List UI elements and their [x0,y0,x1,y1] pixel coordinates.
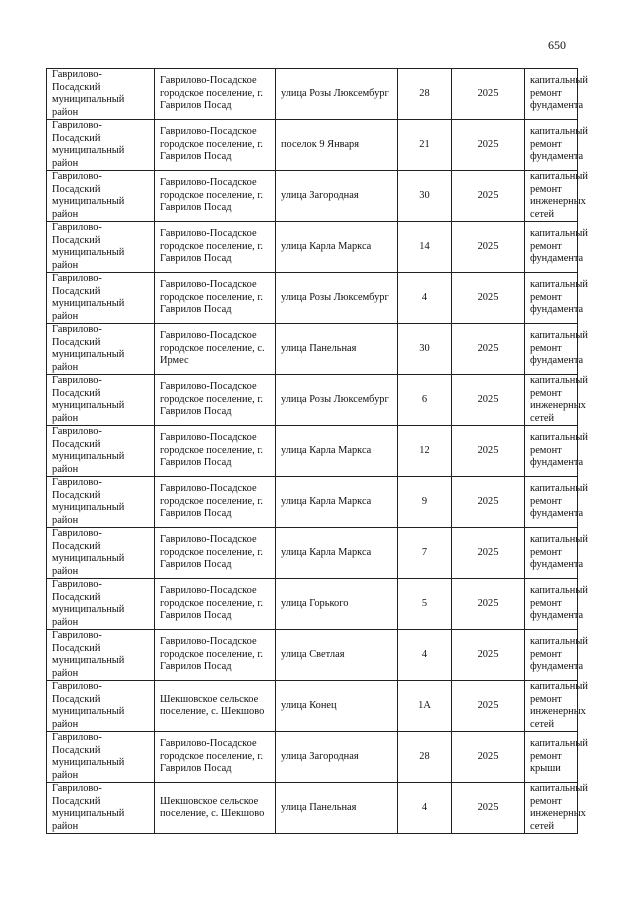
table-row [47,681,578,732]
street-cell: улица Горького [276,579,398,630]
district-cell: Гаврилово-Посадский муниципальный район [47,222,155,273]
year-cell: 2025 [452,732,525,783]
work-type-cell: капитальный ремонт фундамента [525,579,578,630]
street-cell: улица Карла Маркса [276,528,398,579]
work-type-cell: капитальный ремонт крыши [525,732,578,783]
district-cell: Гаврилово-Посадский муниципальный район [47,732,155,783]
work-type-cell: капитальный ремонт фундамента [525,477,578,528]
work-type-cell: капитальный ремонт фундамента [525,324,578,375]
table-row [47,324,578,375]
work-type-cell: капитальный ремонт инженерных сетей [525,681,578,732]
year-cell: 2025 [452,171,525,222]
district-cell: Гаврилово-Посадский муниципальный район [47,426,155,477]
settlement-cell: Гаврилово-Посадское городское поселение, г. Гаврилов Посад [155,630,276,681]
work-type-cell: капитальный ремонт инженерных сетей [525,375,578,426]
settlement-cell: Гаврилово-Посадское городское поселение, г. Гаврилов Посад [155,375,276,426]
street-cell: улица Светлая [276,630,398,681]
table-row [47,477,578,528]
street-cell: улица Розы Люксембург [276,69,398,120]
district-cell: Гаврилово-Посадский муниципальный район [47,324,155,375]
house-number-cell: 28 [398,69,452,120]
house-number-cell: 4 [398,783,452,834]
year-cell: 2025 [452,273,525,324]
work-type-cell: капитальный ремонт фундамента [525,273,578,324]
settlement-cell: Гаврилово-Посадское городское поселение, с. Ирмес [155,324,276,375]
house-number-cell: 21 [398,120,452,171]
street-cell: улица Розы Люксембург [276,273,398,324]
settlement-cell: Гаврилово-Посадское городское поселение, г. Гаврилов Посад [155,579,276,630]
table-body [47,69,588,834]
settlement-cell: Гаврилово-Посадское городское поселение, г. Гаврилов Посад [155,477,276,528]
district-cell: Гаврилово-Посадский муниципальный район [47,681,155,732]
year-cell: 2025 [452,222,525,273]
district-cell: Гаврилово-Посадский муниципальный район [47,69,155,120]
year-cell: 2025 [452,630,525,681]
work-type-cell: капитальный ремонт фундамента [525,426,578,477]
table-row [47,579,578,630]
settlement-cell: Гаврилово-Посадское городское поселение, г. Гаврилов Посад [155,528,276,579]
settlement-cell: Гаврилово-Посадское городское поселение, г. Гаврилов Посад [155,222,276,273]
district-cell: Гаврилово-Посадский муниципальный район [47,171,155,222]
settlement-cell: Гаврилово-Посадское городское поселение, г. Гаврилов Посад [155,120,276,171]
table-row [47,426,578,477]
house-number-cell: 28 [398,732,452,783]
table-row [47,222,578,273]
table-row [47,120,578,171]
repair-schedule-table [46,68,588,834]
table-row [47,528,578,579]
work-type-cell: капитальный ремонт инженерных сетей [525,171,578,222]
house-number-cell: 12 [398,426,452,477]
settlement-cell: Шекшовское сельское поселение, с. Шекшово [155,681,276,732]
house-number-cell: 1А [398,681,452,732]
district-cell: Гаврилово-Посадский муниципальный район [47,783,155,834]
district-cell: Гаврилово-Посадский муниципальный район [47,120,155,171]
house-number-cell: 6 [398,375,452,426]
table-row [47,732,578,783]
work-type-cell: капитальный ремонт фундамента [525,222,578,273]
street-cell: улица Загородная [276,171,398,222]
house-number-cell: 9 [398,477,452,528]
district-cell: Гаврилово-Посадский муниципальный район [47,528,155,579]
settlement-cell: Гаврилово-Посадское городское поселение, г. Гаврилов Посад [155,732,276,783]
street-cell: улица Конец [276,681,398,732]
district-cell: Гаврилово-Посадский муниципальный район [47,273,155,324]
table-row [47,69,578,120]
settlement-cell: Гаврилово-Посадское городское поселение, г. Гаврилов Посад [155,426,276,477]
street-cell: улица Панельная [276,783,398,834]
house-number-cell: 4 [398,273,452,324]
settlement-cell: Шекшовское сельское поселение, с. Шекшово [155,783,276,834]
street-cell: улица Карла Маркса [276,477,398,528]
work-type-cell: капитальный ремонт фундамента [525,120,578,171]
work-type-cell: капитальный ремонт инженерных сетей [525,783,578,834]
year-cell: 2025 [452,69,525,120]
street-cell: улица Карла Маркса [276,426,398,477]
house-number-cell: 30 [398,324,452,375]
table-row [47,630,578,681]
page-number: 650 [548,38,566,52]
year-cell: 2025 [452,324,525,375]
district-cell: Гаврилово-Посадский муниципальный район [47,579,155,630]
settlement-cell: Гаврилово-Посадское городское поселение, г. Гаврилов Посад [155,171,276,222]
table-row [47,783,578,834]
year-cell: 2025 [452,579,525,630]
settlement-cell: Гаврилово-Посадское городское поселение, г. Гаврилов Посад [155,273,276,324]
work-type-cell: капитальный ремонт фундамента [525,69,578,120]
table-row [47,375,578,426]
house-number-cell: 30 [398,171,452,222]
work-type-cell: капитальный ремонт фундамента [525,630,578,681]
street-cell: поселок 9 Января [276,120,398,171]
district-cell: Гаврилово-Посадский муниципальный район [47,375,155,426]
house-number-cell: 5 [398,579,452,630]
street-cell: улица Розы Люксембург [276,375,398,426]
street-cell: улица Карла Маркса [276,222,398,273]
year-cell: 2025 [452,783,525,834]
street-cell: улица Загородная [276,732,398,783]
work-type-cell: капитальный ремонт фундамента [525,528,578,579]
district-cell: Гаврилово-Посадский муниципальный район [47,630,155,681]
house-number-cell: 4 [398,630,452,681]
table-row [47,171,578,222]
year-cell: 2025 [452,120,525,171]
settlement-cell: Гаврилово-Посадское городское поселение, г. Гаврилов Посад [155,69,276,120]
table-row [47,273,578,324]
year-cell: 2025 [452,375,525,426]
district-cell: Гаврилово-Посадский муниципальный район [47,477,155,528]
house-number-cell: 14 [398,222,452,273]
year-cell: 2025 [452,528,525,579]
street-cell: улица Панельная [276,324,398,375]
year-cell: 2025 [452,681,525,732]
year-cell: 2025 [452,477,525,528]
year-cell: 2025 [452,426,525,477]
house-number-cell: 7 [398,528,452,579]
